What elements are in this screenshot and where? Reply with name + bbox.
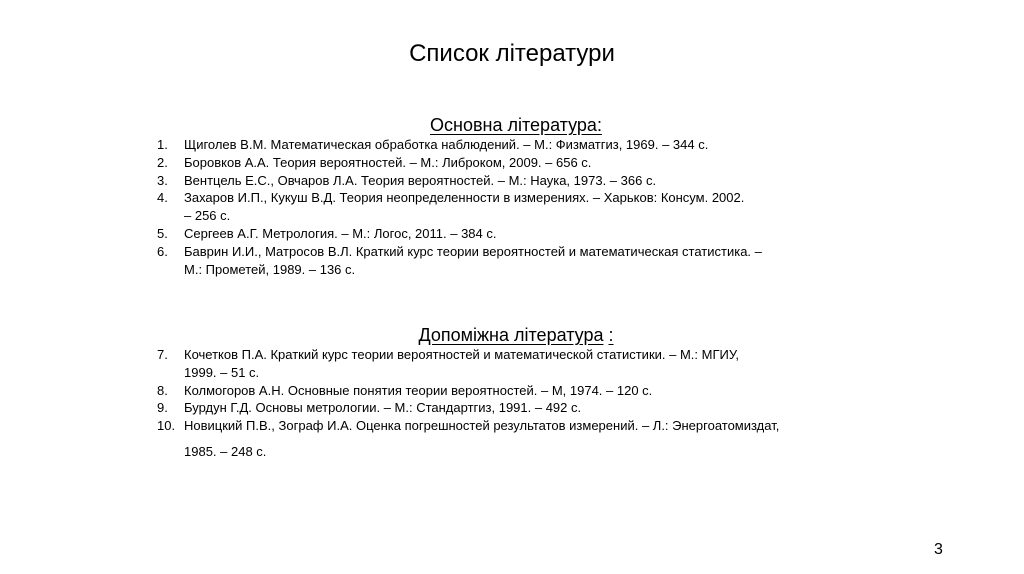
item-text: Щиголев В.М. Математическая обработка наблюдений. – М.: Физматгиз, 1969. – 344 с. <box>184 137 709 152</box>
item-number: 1. <box>157 137 168 152</box>
item-number: 8. <box>157 382 168 398</box>
list-item <box>0 189 904 225</box>
item-text-continued: М.: Прометей, 1989. – 136 с. <box>184 261 356 277</box>
item-number: 6. <box>157 243 168 259</box>
additional-literature-heading-colon: : <box>608 325 614 345</box>
list-item <box>0 417 904 461</box>
list-item <box>0 136 904 154</box>
item-text: Боровков А.А. Теория вероятностей. – М.: Либроком, 2009. – 656 с. <box>184 154 592 170</box>
item-text-continued: 1985. – 248 с. <box>184 443 267 459</box>
list-item <box>0 225 904 243</box>
item-number: 9. <box>157 400 168 416</box>
list-item <box>0 399 904 417</box>
additional-literature-heading <box>0 324 1024 346</box>
item-text: Бурдун Г.Д. Основы метрологии. – М.: Стандартгиз, 1991. – 492 с. <box>184 400 582 416</box>
main-literature-heading <box>0 114 1024 136</box>
item-number: 10. <box>157 418 176 434</box>
item-number: 7. <box>157 347 168 362</box>
item-text: Баврин И.И., Матросов В.Л. Краткий курс теории вероятностей и математическая статистика. – <box>184 243 762 259</box>
item-text-continued: 1999. – 51 с. <box>184 364 260 380</box>
additional-literature-heading-text: Допоміжна література <box>418 325 604 345</box>
list-item <box>0 346 904 382</box>
item-number: 3. <box>157 172 168 188</box>
list-item <box>0 172 904 190</box>
additional-literature-list <box>0 346 904 461</box>
item-text: Новицкий П.В., Зограф И.А. Оценка погрешностей результатов измерений. – Л.: Энергоатомиздат, <box>184 418 780 434</box>
item-text: Кочетков П.А. Краткий курс теории вероятностей и математической статистики. – М.: МГИУ, <box>184 347 739 362</box>
item-number: 4. <box>157 190 168 206</box>
item-text: Колмогоров А.Н. Основные понятия теории вероятностей. – М, 1974. – 120 с. <box>184 382 653 398</box>
item-text: Захаров И.П., Кукуш В.Д. Теория неопределенности в измерениях. – Харьков: Консум. 2002. <box>184 190 745 206</box>
list-item <box>0 154 904 172</box>
page-number: 3 <box>934 541 943 558</box>
item-number: 2. <box>157 154 168 170</box>
slide-title: Список літератури <box>409 40 615 67</box>
list-item <box>0 382 904 400</box>
main-literature-heading-text: Основна література: <box>430 115 602 135</box>
item-text-continued: – 256 с. <box>184 208 231 224</box>
item-number: 5. <box>157 225 168 241</box>
item-text: Сергеев А.Г. Метрология. – М.: Логос, 2011. – 384 с. <box>184 225 497 241</box>
main-literature-list <box>0 136 904 278</box>
item-text: Вентцель Е.С., Овчаров Л.А. Теория вероятностей. – М.: Наука, 1973. – 366 с. <box>184 172 657 188</box>
list-item <box>0 243 904 279</box>
